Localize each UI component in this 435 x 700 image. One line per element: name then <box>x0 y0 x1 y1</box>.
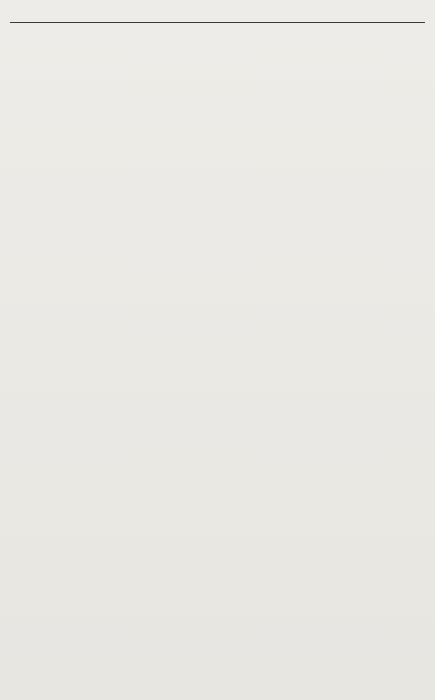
page-header <box>10 16 425 23</box>
